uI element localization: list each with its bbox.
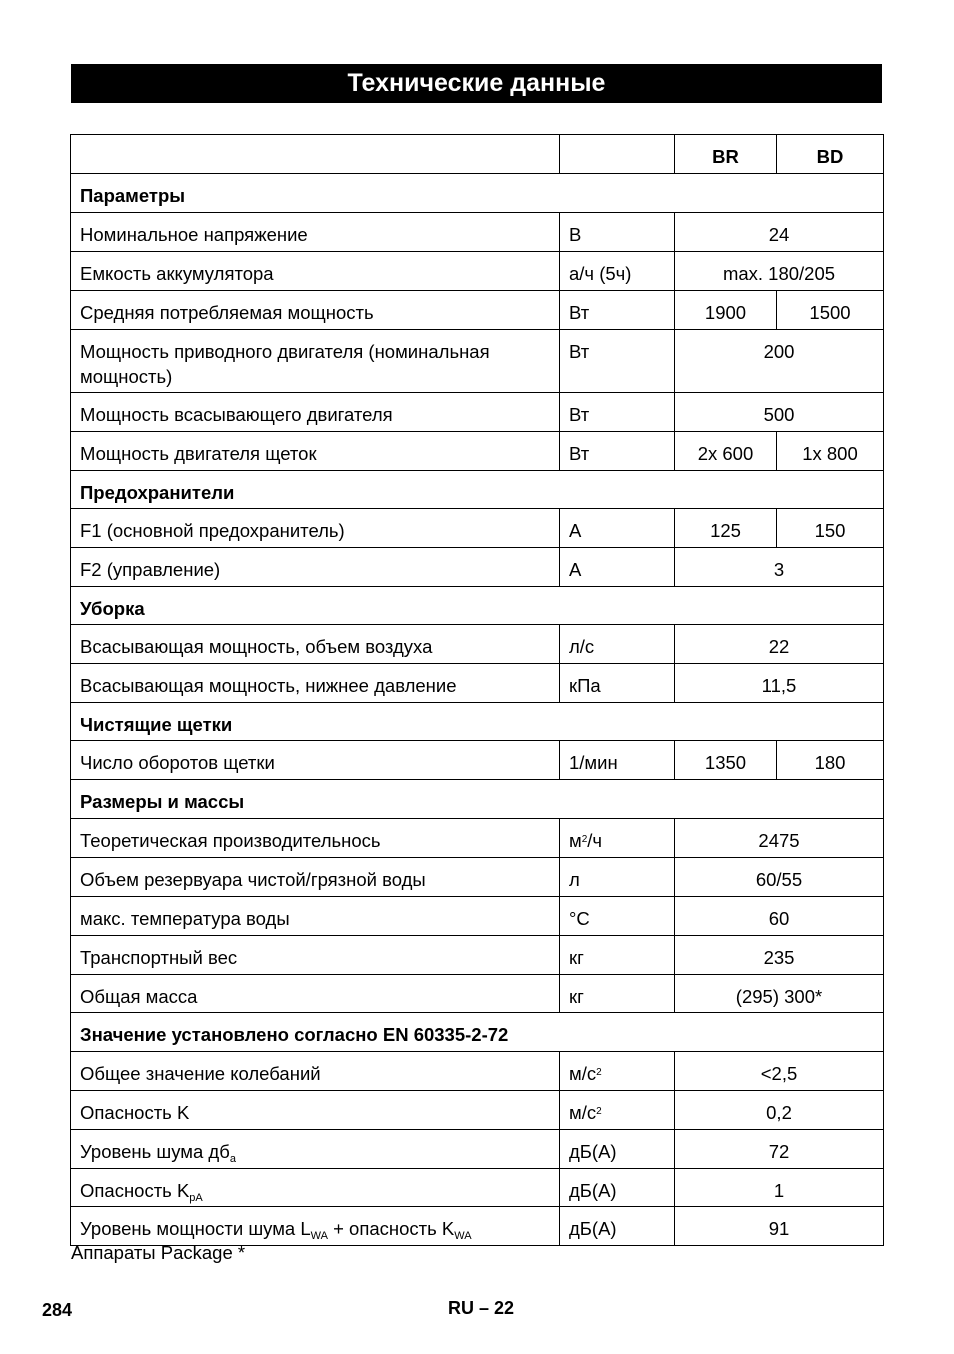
row-unit: кг (560, 975, 675, 1013)
row-label: Всасывающая мощность, объем воздуха (71, 625, 560, 664)
row-unit: дБ(А) (560, 1130, 675, 1169)
row-label: F1 (основной предохранитель) (71, 509, 560, 548)
row-value: 72 (675, 1130, 884, 1169)
table-row (71, 1091, 884, 1130)
unit-superscript: 2 (596, 1106, 602, 1117)
row-unit (560, 1091, 675, 1130)
table-row (71, 858, 884, 897)
row-unit: а/ч (5ч) (560, 252, 675, 291)
table-row (71, 330, 884, 393)
label-subscript: pA (189, 1192, 203, 1204)
row-unit: В (560, 213, 675, 252)
row-value: 1 (675, 1169, 884, 1207)
table-row (71, 819, 884, 858)
label-base: Опасность K (80, 1180, 190, 1201)
row-label: Число оборотов щетки (71, 741, 560, 780)
row-value: 500 (675, 393, 884, 432)
row-value: (295) 300* (675, 975, 884, 1013)
row-unit: Вт (560, 330, 675, 393)
row-label (71, 1169, 560, 1207)
row-value: 60 (675, 897, 884, 936)
section-row (71, 174, 884, 213)
row-unit: Вт (560, 393, 675, 432)
row-label: Транспортный вес (71, 936, 560, 975)
row-label: Номинальное напряжение (71, 213, 560, 252)
row-unit: Вт (560, 291, 675, 330)
row-label: макс. температура воды (71, 897, 560, 936)
label-base: Уровень шума дб (80, 1141, 230, 1162)
table-row (71, 291, 884, 330)
row-label: Мощность двигателя щеток (71, 432, 560, 471)
row-value: 22 (675, 625, 884, 664)
row-unit: °C (560, 897, 675, 936)
row-label: Емкость аккумулятора (71, 252, 560, 291)
row-unit: 1/мин (560, 741, 675, 780)
section-vibration: Значение установлено согласно EN 60335-2-72 (71, 1013, 884, 1052)
row-label: Мощность всасывающего двигателя (71, 393, 560, 432)
row-label: Общее значение колебаний (71, 1052, 560, 1091)
row-label: Теоретическая производительнось (71, 819, 560, 858)
footnote: Аппараты Package * (71, 1242, 246, 1263)
row-label: Объем резервуара чистой/грязной воды (71, 858, 560, 897)
page-title: Технические данные (71, 64, 882, 103)
table-row (71, 664, 884, 703)
table-row (71, 1169, 884, 1207)
table-row (71, 741, 884, 780)
section-dims: Размеры и массы (71, 780, 884, 819)
unit-base: м/с (569, 1102, 597, 1123)
row-value: 0,2 (675, 1091, 884, 1130)
row-value-br: 2x 600 (675, 432, 777, 471)
table-row (71, 936, 884, 975)
row-unit: A (560, 548, 675, 587)
row-value: 91 (675, 1207, 884, 1246)
table-row (71, 213, 884, 252)
row-value: max. 180/205 (675, 252, 884, 291)
table-row (71, 548, 884, 587)
row-label: Средняя потребляемая мощность (71, 291, 560, 330)
table-header-row (71, 135, 884, 174)
table-row (71, 432, 884, 471)
header-param (71, 135, 560, 174)
row-unit (560, 1052, 675, 1091)
row-unit: л/с (560, 625, 675, 664)
table-row (71, 252, 884, 291)
row-label: Всасывающая мощность, нижнее давление (71, 664, 560, 703)
row-label: Мощность приводного двигателя (номинальная мощность) (71, 330, 560, 393)
table-row (71, 897, 884, 936)
unit-superscript: 2 (596, 1067, 602, 1078)
label-subscript: a (229, 1153, 236, 1165)
row-label (71, 1207, 560, 1246)
row-label: Опасность K (71, 1091, 560, 1130)
section-row (71, 703, 884, 741)
label-subscript-2: WA (454, 1230, 472, 1242)
row-unit: дБ(А) (560, 1207, 675, 1246)
section-row (71, 471, 884, 509)
row-value: 24 (675, 213, 884, 252)
row-value-br: 125 (675, 509, 777, 548)
row-value: 2475 (675, 819, 884, 858)
row-value: 200 (675, 330, 884, 393)
table-row (71, 975, 884, 1013)
page-number: 284 (42, 1300, 73, 1320)
spec-table (70, 134, 884, 1246)
row-unit: A (560, 509, 675, 548)
table-row (71, 393, 884, 432)
header-bd: BD (777, 135, 884, 174)
row-value-bd: 1x 800 (777, 432, 884, 471)
table-row (71, 625, 884, 664)
unit-base: м/с (569, 1063, 597, 1084)
row-value-br: 1900 (675, 291, 777, 330)
table-row (71, 509, 884, 548)
unit-base: м (569, 830, 582, 851)
table-row (71, 1207, 884, 1246)
label-mid: + опасность K (327, 1218, 455, 1239)
row-value-bd: 1500 (777, 291, 884, 330)
header-unit (560, 135, 675, 174)
row-value: 11,5 (675, 664, 884, 703)
row-value-bd: 180 (777, 741, 884, 780)
section-row (71, 780, 884, 819)
section-row (71, 587, 884, 625)
unit-superscript: 2 (581, 834, 588, 845)
section-brushes: Чистящие щетки (71, 703, 884, 741)
row-unit: кг (560, 936, 675, 975)
row-value: 60/55 (675, 858, 884, 897)
row-value: 235 (675, 936, 884, 975)
label-base: Уровень мощности шума L (80, 1218, 311, 1239)
row-value: 3 (675, 548, 884, 587)
table-row (71, 1052, 884, 1091)
row-label: Общая масса (71, 975, 560, 1013)
row-label (71, 1130, 560, 1169)
section-params: Параметры (71, 174, 884, 213)
row-unit: дБ(А) (560, 1169, 675, 1207)
section-row (71, 1013, 884, 1052)
unit-tail: /ч (587, 830, 603, 851)
row-label: F2 (управление) (71, 548, 560, 587)
row-unit: л (560, 858, 675, 897)
row-unit: кПа (560, 664, 675, 703)
row-value: <2,5 (675, 1052, 884, 1091)
row-value-br: 1350 (675, 741, 777, 780)
table-row (71, 1130, 884, 1169)
label-subscript: WA (310, 1230, 328, 1242)
row-value-bd: 150 (777, 509, 884, 548)
section-fuses: Предохранители (71, 471, 884, 509)
row-unit (560, 819, 675, 858)
header-br: BR (675, 135, 777, 174)
section-cleaning: Уборка (71, 587, 884, 625)
row-unit: Вт (560, 432, 675, 471)
page-section-label: RU – 22 (448, 1298, 515, 1318)
